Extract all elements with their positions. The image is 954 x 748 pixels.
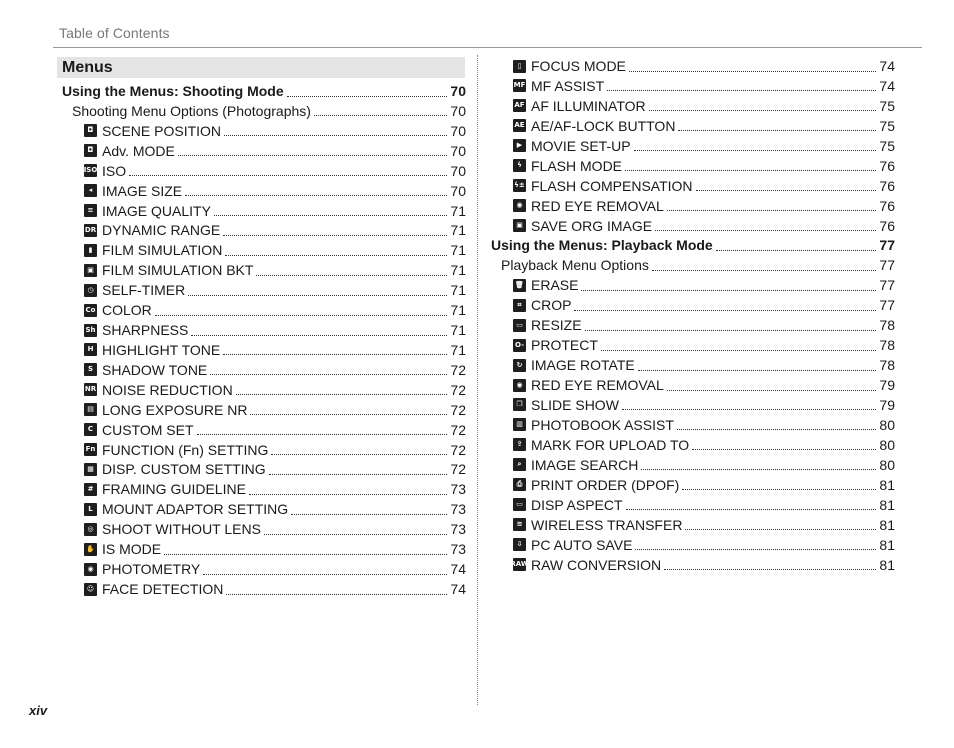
toc-entry-page: 74 <box>450 581 466 597</box>
dot-leader <box>188 295 447 296</box>
toc-entry-noise-reduction[interactable] <box>84 380 466 400</box>
wireless-transfer-icon: ≋ <box>513 518 526 531</box>
toc-entry-face-detection[interactable] <box>84 579 466 599</box>
red-eye-removal-icon: ◉ <box>513 379 526 392</box>
toc-entry-label: FILM SIMULATION BKT <box>102 262 254 279</box>
toc-entry-page: 70 <box>450 122 466 139</box>
disp-custom-setting-icon: ▦ <box>84 463 97 476</box>
toc-entry-label: MOVIE SET-UP <box>531 137 631 154</box>
toc-entry-label: SCENE POSITION <box>102 122 222 139</box>
image-size-icon: ◂ <box>84 184 97 197</box>
toc-entry-label: FLASH COMPENSATION <box>531 177 693 194</box>
color-icon: Co <box>84 304 97 317</box>
toc-entry-label: FRAMING GUIDELINE <box>102 481 246 498</box>
toc-entry-label: RAW CONVERSION <box>531 556 662 573</box>
slide-show-icon: ❐ <box>513 398 526 411</box>
toc-entry-red-eye-removal[interactable] <box>513 375 895 395</box>
image-rotate-icon: ↻ <box>513 359 526 372</box>
toc-entry-label: Using the Menus: Shooting Mode <box>62 83 284 99</box>
af-illuminator-icon: AF <box>513 99 526 112</box>
mark-for-upload-icon: ⇪ <box>513 438 526 451</box>
highlight-tone-icon: H <box>84 343 97 356</box>
toc-entry-page: 71 <box>450 242 466 259</box>
toc-entry-page: 73 <box>450 481 466 498</box>
photometry-icon: ◉ <box>84 563 97 576</box>
dot-leader <box>581 290 876 291</box>
toc-entry-page: 76 <box>879 177 895 194</box>
toc-entry-photometry[interactable] <box>84 559 466 579</box>
dot-leader <box>635 549 876 550</box>
film-simulation-icon: ▮ <box>84 244 97 257</box>
custom-set-icon: C <box>84 423 97 436</box>
toc-entry-page: 78 <box>879 317 895 334</box>
dot-leader <box>667 210 877 211</box>
toc-entry-label: IMAGE ROTATE <box>531 357 635 374</box>
toc-entry-page: 71 <box>450 302 466 319</box>
dot-leader <box>223 354 447 355</box>
dot-leader <box>256 275 447 276</box>
toc-entry-crop[interactable] <box>513 295 895 315</box>
dot-leader <box>178 155 448 156</box>
toc-entry-page: 81 <box>879 516 895 533</box>
toc-entry-flash-compensation[interactable] <box>513 176 895 196</box>
toc-entry-page: 76 <box>879 217 895 234</box>
toc-entry-page: 72 <box>450 381 466 398</box>
toc-entry-mark-for-upload-to[interactable] <box>513 435 895 455</box>
dot-leader <box>625 170 876 171</box>
toc-entry-label: MOUNT ADAPTOR SETTING <box>102 501 289 518</box>
focus-mode-icon: ▯ <box>513 60 526 73</box>
dot-leader <box>269 474 448 475</box>
shadow-tone-icon: S <box>84 363 97 376</box>
save-org-image-icon: ▣ <box>513 219 526 232</box>
toc-entry-label: MF ASSIST <box>531 77 605 94</box>
toc-entry-flash-mode[interactable] <box>513 156 895 176</box>
dot-leader <box>716 250 877 251</box>
toc-entry-label: SAVE ORG IMAGE <box>531 217 653 234</box>
dot-leader <box>641 469 876 470</box>
toc-entry-label: PHOTOMETRY <box>102 561 201 578</box>
toc-entry-film-simulation[interactable] <box>84 240 466 260</box>
erase-icon: 🗑 <box>513 279 526 292</box>
framing-guideline-icon: # <box>84 483 97 496</box>
toc-entry-page: 75 <box>879 117 895 134</box>
dot-leader <box>682 489 876 490</box>
toc-entry-label: PRINT ORDER (DPOF) <box>531 476 680 493</box>
dot-leader <box>692 449 876 450</box>
toc-entry-page: 81 <box>879 556 895 573</box>
toc-entry-ae-af-lock-button[interactable] <box>513 116 895 136</box>
toc-entry-page: 74 <box>450 561 466 578</box>
toc-entry-label: RED EYE REMOVAL <box>531 197 664 214</box>
dot-leader <box>155 315 448 316</box>
header-rule <box>53 47 922 48</box>
toc-entry-page: 71 <box>450 222 466 239</box>
column-divider <box>477 55 478 705</box>
face-detection-icon: ☺ <box>84 583 97 596</box>
toc-entry-label: PROTECT <box>531 337 598 354</box>
toc-entry-label: AE/AF-LOCK BUTTON <box>531 117 676 134</box>
dot-leader <box>678 130 876 131</box>
dot-leader <box>224 135 447 136</box>
toc-entry-shoot-without-lens[interactable] <box>84 519 466 539</box>
adv-mode-icon: ◘ <box>84 144 97 157</box>
toc-entry-color[interactable] <box>84 300 466 320</box>
toc-entry-film-simulation-bkt[interactable] <box>84 260 466 280</box>
is-mode-icon: ✋ <box>84 543 97 556</box>
toc-entry-wireless-transfer[interactable] <box>513 515 895 535</box>
toc-entry-label: SHOOT WITHOUT LENS <box>102 521 261 538</box>
toc-entry-label: FUNCTION (Fn) SETTING <box>102 441 269 458</box>
dot-leader <box>585 330 877 331</box>
toc-entry-function-fn-setting[interactable] <box>84 440 466 460</box>
toc-entry-page: 78 <box>879 357 895 374</box>
toc-entry-disp-custom-setting[interactable] <box>84 459 466 479</box>
toc-entry-page: 81 <box>879 476 895 493</box>
toc-entry-page: 72 <box>450 361 466 378</box>
dot-leader <box>271 454 447 455</box>
toc-entry-label: NOISE REDUCTION <box>102 381 233 398</box>
dot-leader <box>629 71 877 72</box>
toc-entry-image-quality[interactable] <box>84 201 466 221</box>
toc-entry-label: ISO <box>102 162 127 179</box>
toc-entry-page: 75 <box>879 137 895 154</box>
toc-entry-label: IMAGE QUALITY <box>102 202 211 219</box>
film-simulation-bkt-icon: ▣ <box>84 264 97 277</box>
toc-entry-label: LONG EXPOSURE NR <box>102 401 248 418</box>
toc-entry-page: 79 <box>879 396 895 413</box>
toc-entry-page: 75 <box>879 97 895 114</box>
dot-leader <box>634 150 877 151</box>
toc-entry-pc-auto-save[interactable] <box>513 535 895 555</box>
toc-entry-page: 77 <box>879 257 895 274</box>
dot-leader <box>203 574 447 575</box>
toc-entry-page: 77 <box>879 237 895 254</box>
iso-icon: ISO <box>84 164 97 177</box>
dot-leader <box>236 394 448 395</box>
dot-leader <box>185 195 447 196</box>
ae-af-lock-button-icon: AE <box>513 119 526 132</box>
dot-leader <box>226 594 447 595</box>
dot-leader <box>191 335 447 336</box>
function-setting-icon: Fn <box>84 443 97 456</box>
dot-leader <box>677 429 877 430</box>
toc-entry-resize[interactable] <box>513 315 895 335</box>
toc-entry-page: 70 <box>450 182 466 199</box>
toc-entry-page: 71 <box>450 262 466 279</box>
toc-entry-label: SELF-TIMER <box>102 282 186 299</box>
toc-entry-label: AF ILLUMINATOR <box>531 97 646 114</box>
running-head-title: Table of Contents <box>59 25 170 41</box>
dot-leader <box>667 390 877 391</box>
toc-entry-page: 71 <box>450 341 466 358</box>
scene-position-icon: ◘ <box>84 124 97 137</box>
toc-entry-long-exposure-nr[interactable] <box>84 400 466 420</box>
toc-entry-page: 73 <box>450 521 466 538</box>
toc-entry-disp-aspect[interactable] <box>513 495 895 515</box>
protect-icon: O- <box>513 339 526 352</box>
dot-leader <box>696 190 877 191</box>
dot-leader <box>626 509 877 510</box>
noise-reduction-icon: NR <box>84 383 97 396</box>
toc-entry-label: Shooting Menu Options (Photographs) <box>72 102 311 119</box>
toc-entry-label: DISP. CUSTOM SETTING <box>102 461 266 478</box>
self-timer-icon: ◷ <box>84 284 97 297</box>
dot-leader <box>664 569 876 570</box>
toc-entry-page: 72 <box>450 421 466 438</box>
toc-entry-page: 72 <box>450 461 466 478</box>
toc-entry-label: FOCUS MODE <box>531 58 626 74</box>
toc-entry-page: 71 <box>450 322 466 339</box>
toc-entry-image-search[interactable] <box>513 455 895 475</box>
dot-leader <box>164 554 447 555</box>
flash-mode-icon: ϟ <box>513 159 526 172</box>
toc-entry-print-order-dpof[interactable] <box>513 475 895 495</box>
print-order-icon: ⎙ <box>513 478 526 491</box>
dot-leader <box>314 115 447 116</box>
dot-leader <box>649 110 877 111</box>
dot-leader <box>249 494 448 495</box>
mf-assist-icon: MF <box>513 79 526 92</box>
raw-conversion-icon: RAW <box>513 558 526 571</box>
toc-entry-label: HIGHLIGHT TONE <box>102 341 221 358</box>
toc-entry-page: 70 <box>450 162 466 179</box>
toc-entry-page: 77 <box>879 277 895 294</box>
toc-entry-label: Using the Menus: Playback Mode <box>491 237 713 254</box>
toc-entry-sharpness[interactable] <box>84 320 466 340</box>
toc-entry-iso[interactable] <box>84 161 466 181</box>
dot-leader <box>214 215 448 216</box>
toc-entry-erase[interactable] <box>513 275 895 295</box>
toc-entry-page: 74 <box>879 58 895 74</box>
movie-set-up-icon: ▶ <box>513 139 526 152</box>
toc-entry-slide-show[interactable] <box>513 395 895 415</box>
dot-leader <box>129 175 447 176</box>
toc-entry-using-the-menus-shooting-mode[interactable] <box>62 81 466 101</box>
dot-leader <box>225 255 447 256</box>
toc-entry-self-timer[interactable] <box>84 280 466 300</box>
toc-entry-af-illuminator[interactable] <box>513 96 895 116</box>
toc-entry-raw-conversion[interactable] <box>510 555 895 575</box>
toc-entry-is-mode[interactable] <box>84 539 466 559</box>
toc-entry-focus-mode[interactable] <box>513 56 895 76</box>
toc-entry-mf-assist[interactable] <box>513 76 895 96</box>
toc-entry-page: 71 <box>450 282 466 299</box>
section-title: Menus <box>62 59 113 76</box>
toc-entry-label: FACE DETECTION <box>102 581 224 597</box>
toc-entry-shadow-tone[interactable] <box>84 360 466 380</box>
toc-entry-page: 81 <box>879 496 895 513</box>
pc-auto-save-icon: ⇩ <box>513 538 526 551</box>
toc-entry-label: IS MODE <box>102 541 162 558</box>
toc-entry-label: WIRELESS TRANSFER <box>531 516 683 533</box>
toc-entry-page: 71 <box>450 202 466 219</box>
toc-entry-shooting-menu-options-photographs[interactable] <box>72 101 466 121</box>
toc-entry-page: 80 <box>879 436 895 453</box>
toc-entry-label: PHOTOBOOK ASSIST <box>531 416 674 433</box>
toc-entry-label: Adv. MODE <box>102 142 175 159</box>
toc-entry-mount-adaptor-setting[interactable] <box>84 499 466 519</box>
toc-entry-save-org-image[interactable] <box>513 216 895 236</box>
dot-leader <box>638 370 877 371</box>
toc-entry-custom-set[interactable] <box>84 420 466 440</box>
toc-entry-page: 77 <box>879 297 895 314</box>
toc-entry-label: ERASE <box>531 277 579 294</box>
dot-leader <box>223 235 447 236</box>
dot-leader <box>264 534 447 535</box>
toc-entry-adv-mode[interactable] <box>84 141 466 161</box>
toc-entry-using-the-menus-playback-mode[interactable] <box>491 235 895 255</box>
sharpness-icon: Sh <box>84 324 97 337</box>
mount-adaptor-setting-icon: L <box>84 503 97 516</box>
dot-leader <box>574 310 876 311</box>
toc-entry-page: 79 <box>879 377 895 394</box>
toc-entry-page: 70 <box>450 83 466 99</box>
disp-aspect-icon: ▭ <box>513 498 526 511</box>
dot-leader <box>287 96 448 97</box>
flash-compensation-icon: ϟ± <box>513 179 526 192</box>
toc-entry-page: 72 <box>450 401 466 418</box>
dot-leader <box>685 529 876 530</box>
toc-entry-label: DISP ASPECT <box>531 496 623 513</box>
toc-entry-page: 72 <box>450 441 466 458</box>
toc-entry-framing-guideline[interactable] <box>84 479 466 499</box>
toc-entry-page: 70 <box>450 102 466 119</box>
toc-entry-label: COLOR <box>102 302 152 319</box>
toc-entry-label: CUSTOM SET <box>102 421 194 438</box>
toc-entry-label: IMAGE SEARCH <box>531 456 639 473</box>
toc-entry-label: SHARPNESS <box>102 322 189 339</box>
toc-entry-label: CROP <box>531 297 572 314</box>
toc-entry-label: RESIZE <box>531 317 582 334</box>
dot-leader <box>655 230 876 231</box>
toc-entry-label: DYNAMIC RANGE <box>102 222 221 239</box>
toc-entry-label: PC AUTO SAVE <box>531 536 633 553</box>
toc-entry-page: 80 <box>879 456 895 473</box>
toc-entry-highlight-tone[interactable] <box>84 340 466 360</box>
photobook-assist-icon: ▥ <box>513 418 526 431</box>
toc-entry-scene-position[interactable] <box>84 121 466 141</box>
toc-entry-label: Playback Menu Options <box>501 257 649 274</box>
toc-entry-label: FILM SIMULATION <box>102 242 223 259</box>
red-eye-removal-icon: ◉ <box>513 199 526 212</box>
toc-entry-label: FLASH MODE <box>531 157 623 174</box>
dot-leader <box>652 270 877 271</box>
dot-leader <box>210 374 447 375</box>
image-search-icon: ⌕ <box>513 458 526 471</box>
long-exposure-nr-icon: ▤ <box>84 403 97 416</box>
shoot-without-lens-icon: ◎ <box>84 523 97 536</box>
dot-leader <box>291 514 447 515</box>
dot-leader <box>601 350 877 351</box>
toc-entry-image-size[interactable] <box>84 181 466 201</box>
toc-entry-page: 78 <box>879 337 895 354</box>
toc-entry-playback-menu-options[interactable] <box>501 255 895 275</box>
dot-leader <box>607 90 876 91</box>
dynamic-range-icon: DR <box>84 224 97 237</box>
crop-icon: ⌗ <box>513 299 526 312</box>
toc-entry-dynamic-range[interactable] <box>84 220 466 240</box>
toc-entry-label: SHADOW TONE <box>102 361 208 378</box>
toc-entry-label: IMAGE SIZE <box>102 182 183 199</box>
toc-entry-label: RED EYE REMOVAL <box>531 377 664 394</box>
toc-entry-page: 73 <box>450 501 466 518</box>
toc-entry-photobook-assist[interactable] <box>513 415 895 435</box>
section-heading-bar <box>57 57 465 78</box>
toc-entry-page: 73 <box>450 541 466 558</box>
page-number: xiv <box>29 703 48 718</box>
dot-leader <box>197 434 448 435</box>
toc-entry-red-eye-removal[interactable] <box>513 196 895 216</box>
toc-entry-label: MARK FOR UPLOAD TO <box>531 436 690 453</box>
toc-entry-page: 81 <box>879 536 895 553</box>
toc-entry-page: 80 <box>879 416 895 433</box>
dot-leader <box>622 409 877 410</box>
toc-entry-movie-set-up[interactable] <box>513 136 895 156</box>
toc-entry-page: 76 <box>879 197 895 214</box>
toc-entry-protect[interactable] <box>513 335 895 355</box>
toc-entry-page: 70 <box>450 142 466 159</box>
toc-entry-page: 74 <box>879 77 895 94</box>
dot-leader <box>250 414 447 415</box>
image-quality-icon: ≡ <box>84 204 97 217</box>
toc-entry-image-rotate[interactable] <box>513 355 895 375</box>
resize-icon: ▭ <box>513 319 526 332</box>
toc-entry-label: SLIDE SHOW <box>531 396 619 413</box>
toc-entry-page: 76 <box>879 157 895 174</box>
